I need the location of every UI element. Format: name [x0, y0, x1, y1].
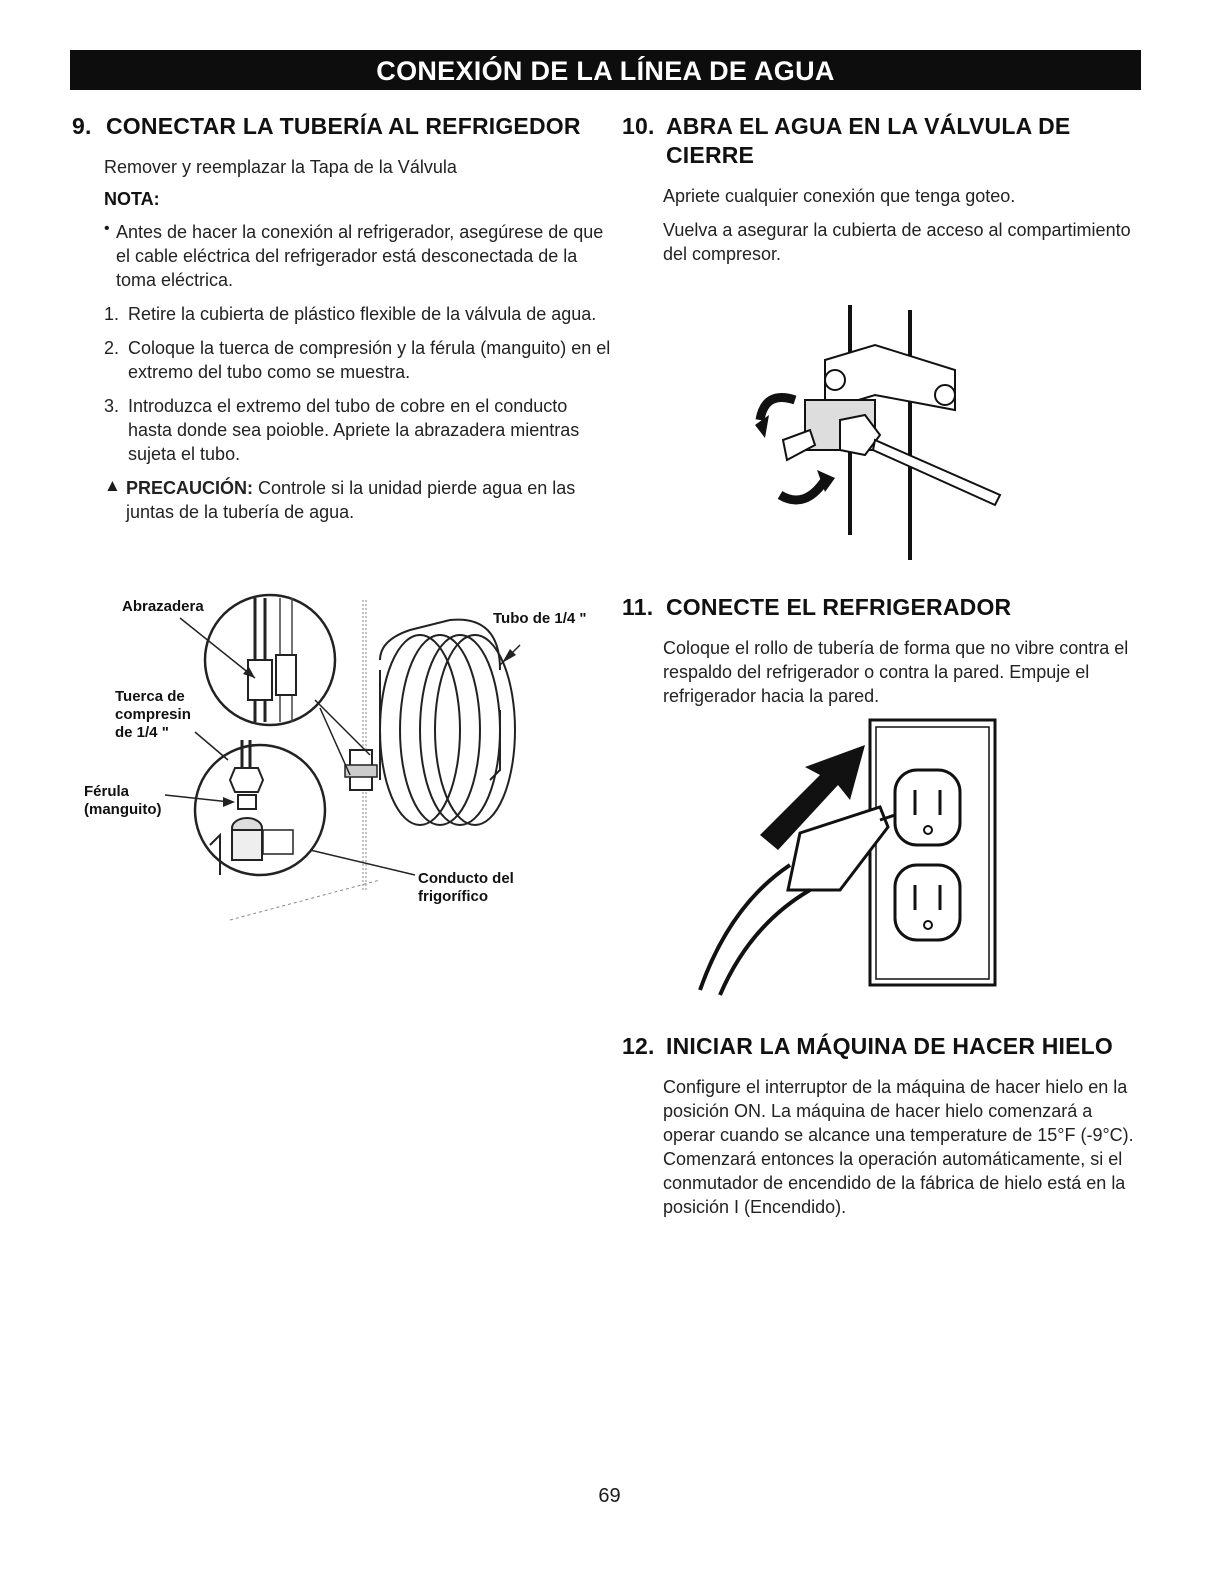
label-ferrule: Férula (manguito): [84, 783, 162, 818]
outlet-diagram: [690, 715, 1010, 1000]
section-10-p2: Vuelva a asegurar la cubierta de acceso al compartimiento del compresor.: [663, 220, 1131, 264]
section-9-heading: 9. CONECTAR LA TUBERÍA AL REFRIGEDOR: [72, 113, 581, 139]
note-label: NOTA:: [104, 189, 160, 209]
bullet-icon: •: [104, 220, 110, 237]
page-number: 69: [598, 1485, 621, 1507]
section-10-p1: Apriete cualquier conexión que tenga goteo.: [663, 186, 1016, 206]
note-bullet: • Antes de hacer la conexión al refrigerador, asegúrese de que el cable eléctrica del refrigerador está desconectada de la toma eléctrica.: [104, 220, 604, 290]
section-10: [622, 112, 1142, 266]
caution-note: ▲ PRECAUCIÓN: Controle si la unidad pierde agua en las juntas de la tubería de agua.: [104, 476, 576, 522]
tubing-diagram: [80, 590, 620, 940]
label-duct: Conducto del frigorífico: [418, 870, 514, 905]
step-3: 3. Introduzca el extremo del tubo de cobre en el conducto hasta donde sea poioble. Apriete la abrazadera mientras sujeta el tubo.: [104, 396, 580, 464]
section-11: [622, 593, 1142, 708]
outlet-figure: [690, 715, 1010, 1000]
section-12-p1: Configure el interruptor de la máquina de hacer hielo en la posición ON. La máquina de hacer hielo comenzará a operar cuando se alcance una temperature de 15°F (-9°C). Comenzará entonces la operación automáticamente, si el conmutador de encendido de la fábrica de hielo está en la posición I (Encendido).: [663, 1077, 1134, 1217]
step-1: 1. Retire la cubierta de plástico flexible de la válvula de agua.: [104, 304, 597, 324]
section-10-heading: 10. ABRA EL AGUA EN LA VÁLVULA DE CIERRE: [622, 113, 1071, 168]
step-2: 2. Coloque la tuerca de compresión y la férula (manguito) en el extremo del tubo como se muestra.: [104, 338, 611, 382]
valve-diagram: [755, 300, 1005, 565]
label-nut: Tuerca de compresin de 1/4 ": [115, 688, 191, 741]
label-clamp: Abrazadera: [122, 598, 204, 615]
label-tube: Tubo de 1/4 ": [493, 610, 587, 627]
warning-icon: ▲: [104, 476, 121, 495]
section-banner: CONEXIÓN DE LA LÍNEA DE AGUA: [70, 50, 1141, 90]
section-9-intro: Remover y reemplazar la Tapa de la Válvula: [104, 157, 457, 177]
shutoff-valve-figure: [755, 300, 1005, 565]
tubing-connection-figure: [80, 590, 620, 940]
section-11-p1: Coloque el rollo de tubería de forma que no vibre contra el respaldo del refrigerador o contra la pared. Empuje el refrigerador hacia la pared.: [663, 638, 1129, 706]
section-11-heading: 11. CONECTE EL REFRIGERADOR: [622, 594, 1012, 620]
section-12-heading: 12. INICIAR LA MÁQUINA DE HACER HIELO: [622, 1033, 1114, 1059]
section-9: [72, 112, 612, 524]
section-12: [622, 1032, 1142, 1219]
